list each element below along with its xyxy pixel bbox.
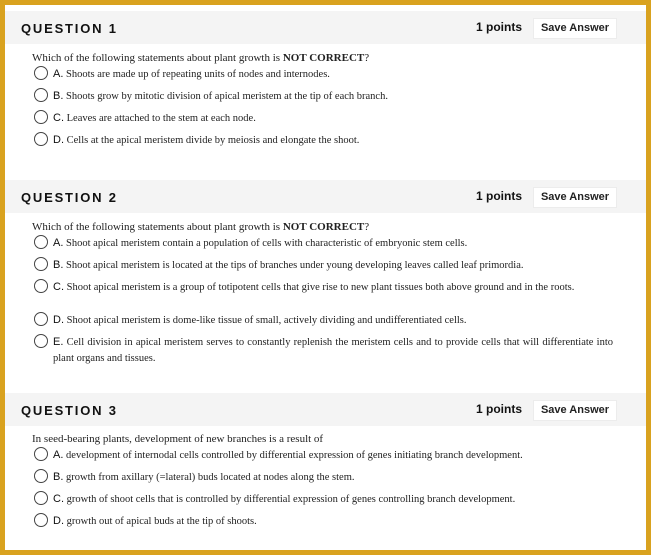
question-1-header bbox=[5, 11, 646, 44]
question-1-option-b-radio[interactable] bbox=[34, 88, 48, 102]
question-3-stem: In seed-bearing plants, development of new branches is a result of bbox=[32, 433, 324, 445]
question-2-option-b-radio[interactable] bbox=[34, 257, 48, 271]
question-1-option-d-radio[interactable] bbox=[34, 132, 48, 146]
question-3-option-c-radio[interactable] bbox=[34, 491, 48, 505]
question-3-option-d-radio[interactable] bbox=[34, 513, 48, 527]
question-2-option-e-radio[interactable] bbox=[34, 334, 48, 348]
question-2-option-d-radio[interactable] bbox=[34, 312, 48, 326]
question-2-title: QUESTION 2 bbox=[21, 190, 118, 205]
question-3-points: 1 points bbox=[476, 402, 523, 416]
question-2-option-a-radio[interactable] bbox=[34, 235, 48, 249]
question-3-option-b-radio[interactable] bbox=[34, 469, 48, 483]
question-1-option-a-radio[interactable] bbox=[34, 66, 48, 80]
quiz-page: QUESTION 1 1 points Save Answer Which of the following statements about plant growth is NOT CORRECT? A. Shoots are made up of repeating units of nodes and internodes. B. Shoots grow by mitotic division of apical meristem at the tip of each branch. C. Leaves are attached to the stem at each node. D. Cells at the apical meristem divide by meiosis and elongate the shoot. QUESTION 2 1 points Save Answer Which of the following statements about plant growth is NOT CORRECT? A. Shoot apical meristem contain a population of cells with characteristic of embryonic stem cells. B. Shoot apical meristem is located at the tips of branches under young developing leaves called leaf primordia. C. Shoot apical meristem is a group of totipotent cells that give rise to new plant tissues both above ground and in the roots. D. Shoot apical meristem is dome-like tissue of small, actively dividing and undifferentiated cells. E. Cell division in apical meristem serves to constantly replenish the meristem cells and to provide cells that will differentiate into plant organs and tissues. QUESTION 3 1 points Save Answer In seed-bearing plants, development of new branches is a result of A. development of internodal cells controlled by differential expression of genes initiating branch development. B. growth from axillary (=lateral) buds located at nodes along the stem. C. growth of shoot cells that is controlled by differential expression of genes controlling branch development. D. growth out of apical buds at the tip of shoots. bbox=[5, 5, 646, 550]
question-2-save-button[interactable]: Save Answer bbox=[533, 187, 617, 208]
question-2-header bbox=[5, 180, 646, 213]
question-2-points: 1 points bbox=[476, 189, 523, 203]
question-3-save-button[interactable]: Save Answer bbox=[533, 400, 617, 421]
question-3-option-a-radio[interactable] bbox=[34, 447, 48, 461]
question-1-points: 1 points bbox=[476, 20, 523, 34]
question-1-stem: Which of the following statements about plant growth is NOT CORRECT? bbox=[32, 52, 370, 64]
question-2-stem: Which of the following statements about plant growth is NOT CORRECT? bbox=[32, 221, 370, 233]
question-1-title: QUESTION 1 bbox=[21, 21, 118, 36]
question-1-save-button[interactable]: Save Answer bbox=[533, 18, 617, 39]
question-3-header bbox=[5, 393, 646, 426]
question-2-option-c-radio[interactable] bbox=[34, 279, 48, 293]
question-3-title: QUESTION 3 bbox=[21, 403, 118, 418]
question-1-option-c-radio[interactable] bbox=[34, 110, 48, 124]
